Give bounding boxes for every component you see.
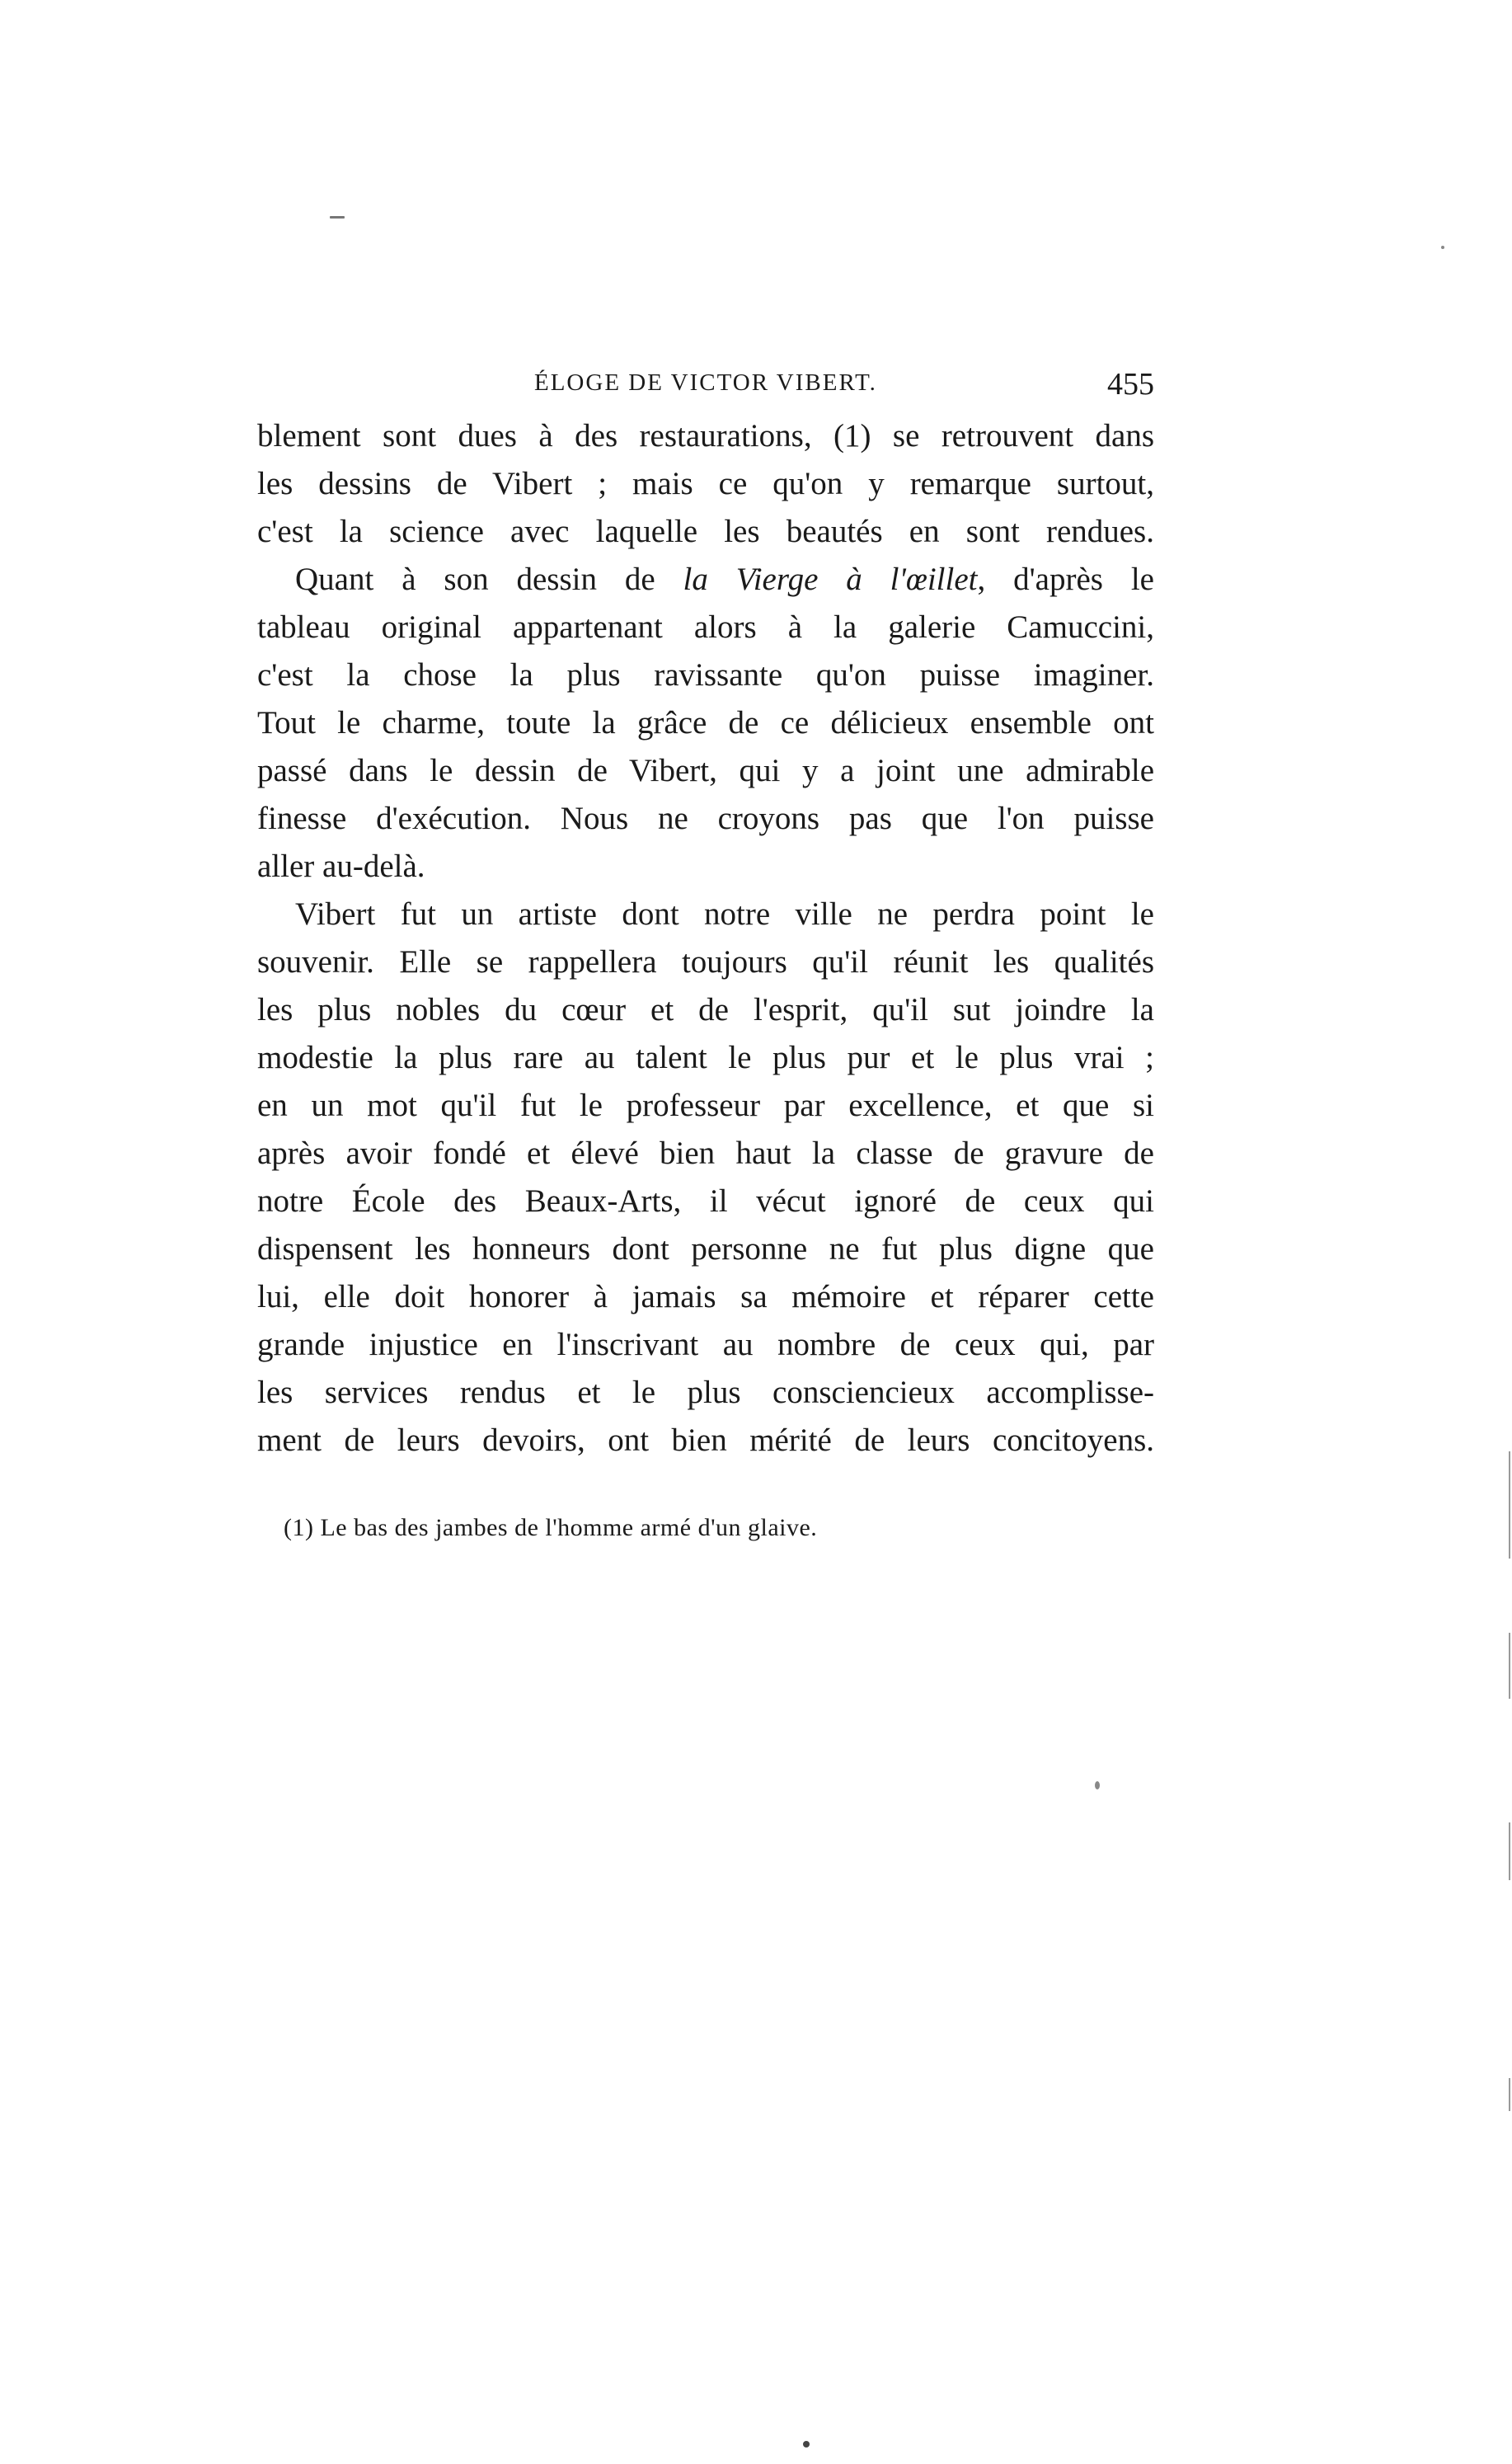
text-line: ment de leurs devoirs, ont bien mérité de leurs concitoyens. — [257, 1422, 1154, 1458]
text-line: souvenir. Elle se rappellera toujours qu'il réunit les qualités — [257, 944, 1154, 980]
text-line: les plus nobles du cœur et de l'esprit, qu'il sut joindre la — [257, 992, 1154, 1027]
text-line: passé dans le dessin de Vibert, qui y a joint une admirable — [257, 753, 1154, 788]
text-line: finesse d'exécution. Nous ne croyons pas que l'on puisse — [257, 801, 1154, 836]
running-title: ÉLOGE DE VICTOR VIBERT. — [534, 369, 877, 396]
artwork-title: la Vierge à l'œillet — [683, 562, 978, 597]
text-line: tableau original appartenant alors à la galerie Camuccini, — [257, 609, 1154, 645]
text-line-with-italic-title — [257, 556, 1154, 604]
text-before-title: Quant à son dessin de — [295, 562, 683, 597]
scan-edge-mark — [1509, 1822, 1510, 1880]
text-line: après avoir fondé et élevé bien haut la classe de gravure de — [257, 1136, 1154, 1171]
text-line: lui, elle doit honorer à jamais sa mémoire et réparer cette — [257, 1279, 1154, 1314]
text-line: notre École des Beaux-Arts, il vécut ignoré de ceux qui — [257, 1183, 1154, 1219]
text-line: les dessins de Vibert ; mais ce qu'on y remarque surtout, — [257, 466, 1154, 501]
body-text — [257, 412, 1154, 1465]
scan-edge-mark — [1509, 2078, 1510, 2111]
footnote: (1) Le bas des jambes de l'homme armé d'un glaive. — [284, 1514, 818, 1541]
text-line: en un mot qu'il fut le professeur par excellence, et que si — [257, 1088, 1154, 1123]
scan-speck — [1095, 1781, 1100, 1789]
text-line: aller au-delà. — [257, 849, 425, 884]
text-line: grande injustice en l'inscrivant au nombre de ceux qui, par — [257, 1327, 1154, 1362]
scan-speck — [803, 2441, 810, 2448]
scan-edge-mark — [1509, 1633, 1510, 1699]
scan-edge-mark — [1509, 1451, 1510, 1559]
text-line: dispensent les honneurs dont personne ne fut plus digne que — [257, 1231, 1154, 1267]
text-after-title: , d'après le — [977, 562, 1154, 597]
scan-speck — [330, 216, 345, 219]
text-line: c'est la chose la plus ravissante qu'on puisse imaginer. — [257, 657, 1154, 693]
page-number: 455 — [1107, 367, 1154, 402]
text-line: les services rendus et le plus consciencieux accomplisse- — [257, 1375, 1154, 1410]
text-line: blement sont dues à des restaurations, (1) se retrouvent dans — [257, 418, 1154, 454]
scan-speck — [1441, 246, 1444, 249]
text-line: c'est la science avec laquelle les beautés en sont rendues. — [257, 514, 1154, 549]
text-line: modestie la plus rare au talent le plus pur et le plus vrai ; — [257, 1040, 1154, 1075]
text-line: Tout le charme, toute la grâce de ce délicieux ensemble ont — [257, 705, 1154, 741]
text-line: Vibert fut un artiste dont notre ville ne perdra point le — [295, 896, 1154, 932]
running-head — [257, 366, 1154, 407]
